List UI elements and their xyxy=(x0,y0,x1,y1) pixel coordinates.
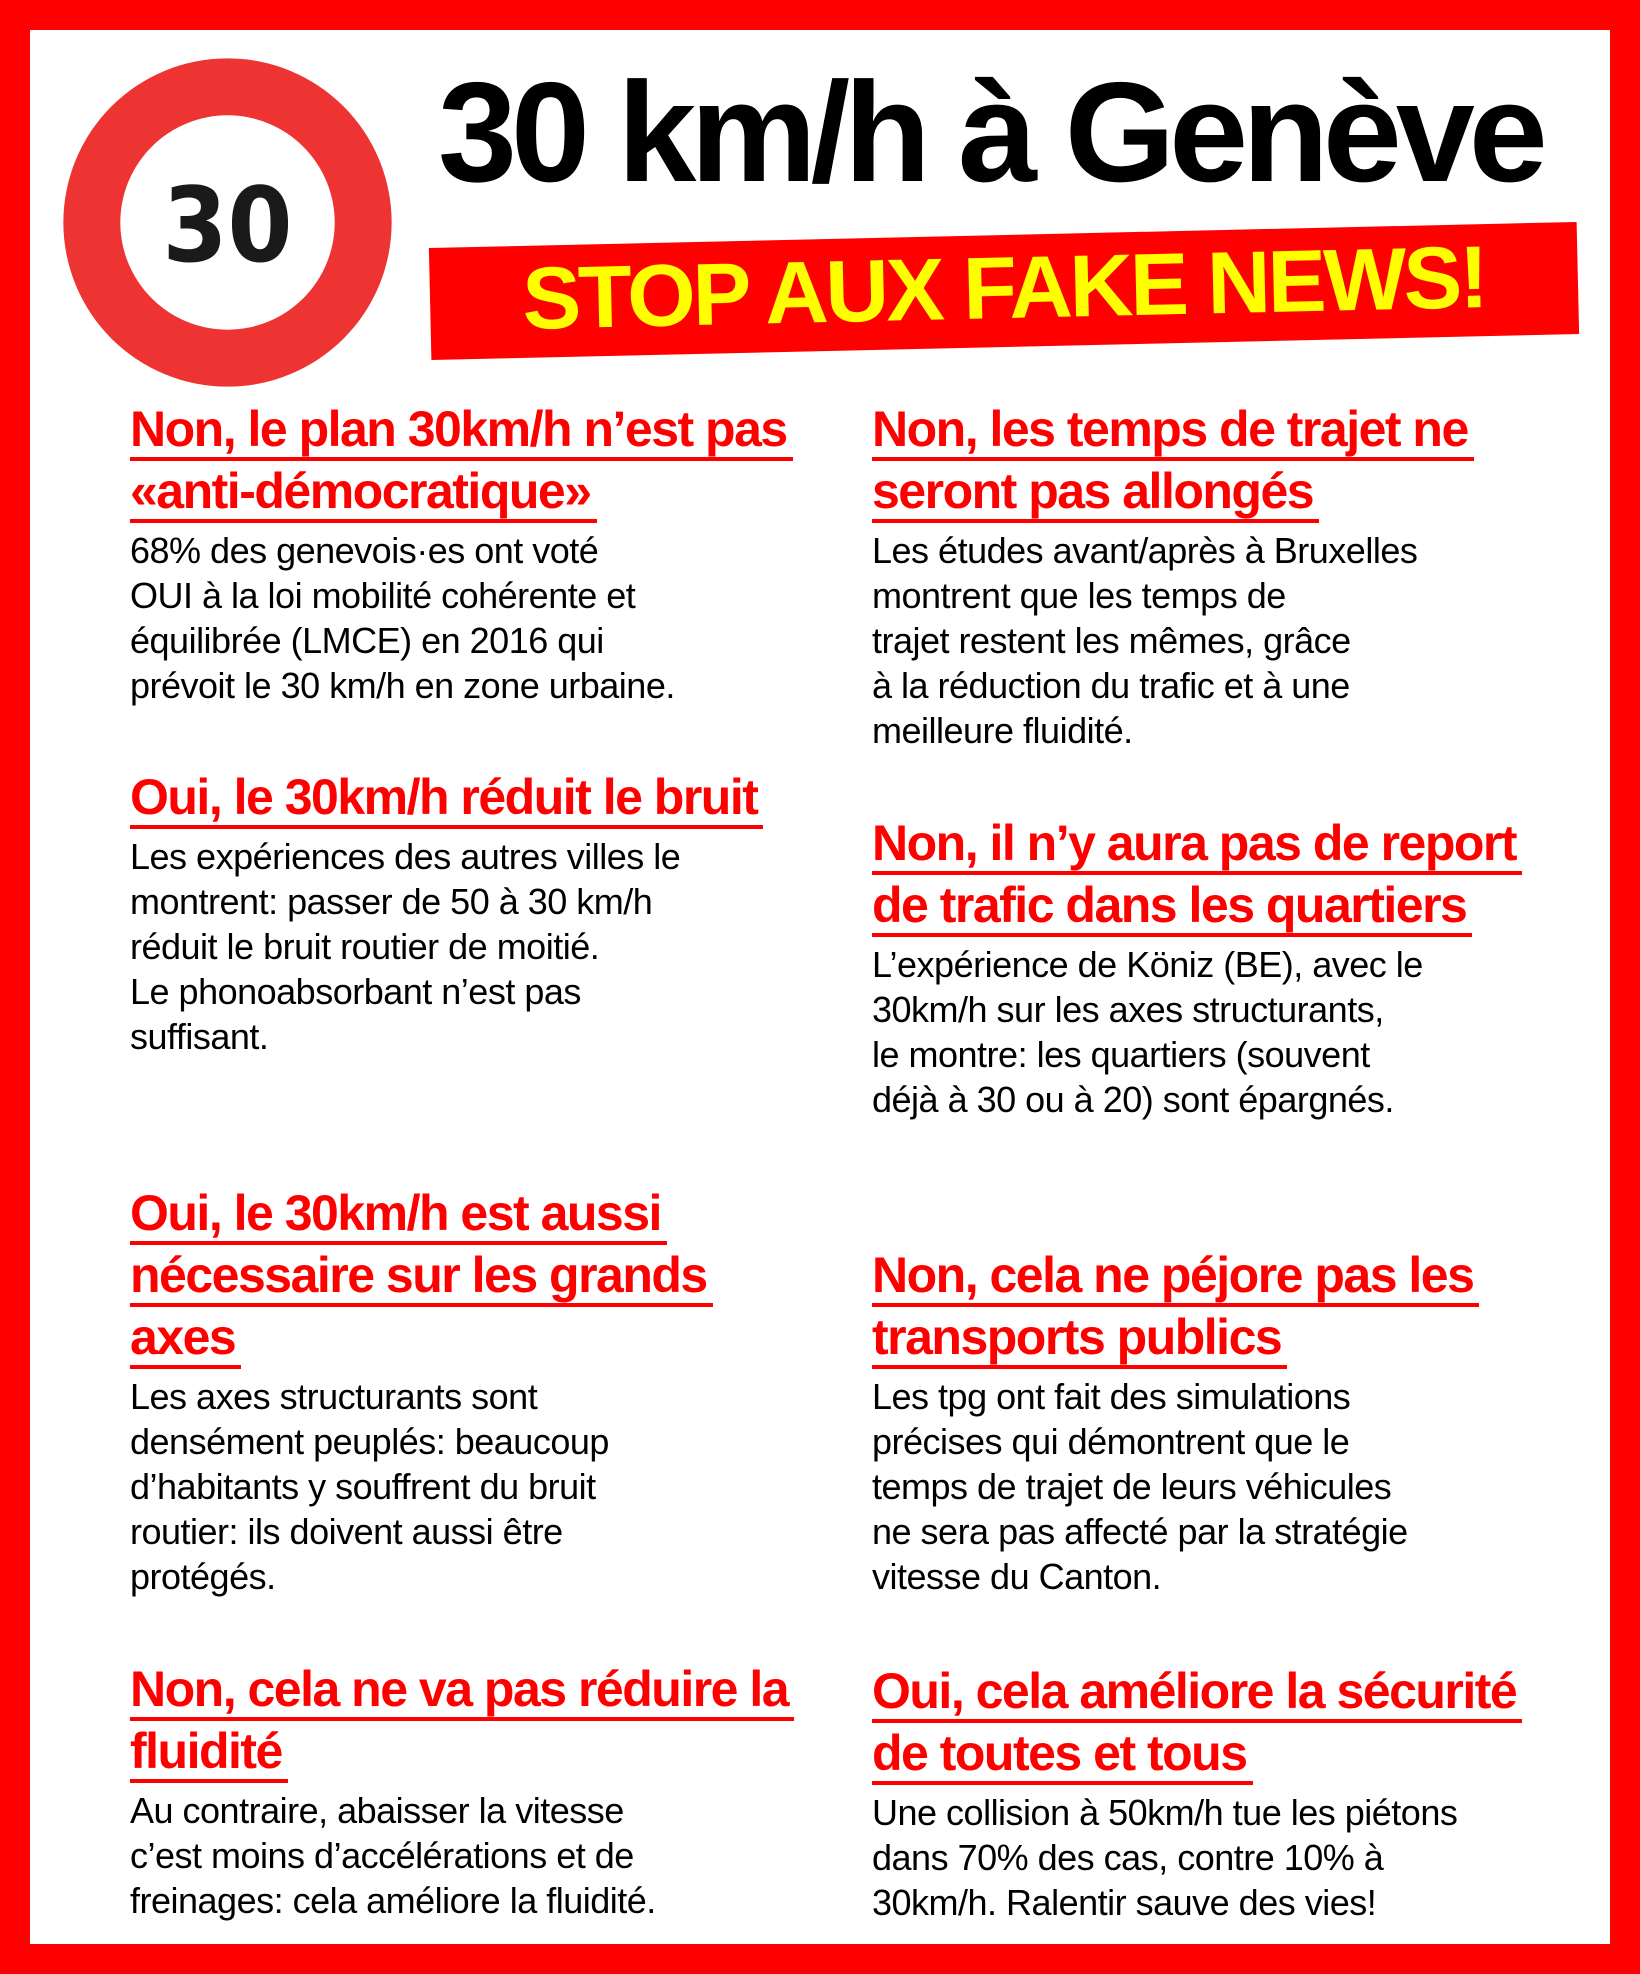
fact-heading xyxy=(130,1658,830,1782)
fact-section xyxy=(872,812,1572,1122)
fact-body: Au contraire, abaisser la vitesse c’est moins d’accélérations et de freinages: cela améliore la fluidité. xyxy=(130,1790,656,1921)
headline-banner xyxy=(429,222,1579,360)
fact-heading-text: Non, les temps de trajet ne seront pas allongés xyxy=(872,401,1474,523)
fact-body: Les études avant/après à Bruxelles montrent que les temps de trajet restent les mêmes, grâce à la réduction du trafic et à une meilleure fluidité. xyxy=(872,530,1418,751)
fact-section xyxy=(130,1182,830,1599)
fact-heading-text: Non, il n’y aura pas de report de trafic dans les quartiers xyxy=(872,815,1522,937)
banner-text: STOP AUX FAKE NEWS! xyxy=(521,227,1487,348)
fact-heading xyxy=(872,398,1572,522)
speed-limit-sign-icon xyxy=(60,55,395,390)
fact-heading-text: Non, cela ne va pas réduire la fluidité xyxy=(130,1661,794,1783)
fact-heading xyxy=(130,1182,830,1368)
fact-body: Une collision à 50km/h tue les piétons dans 70% des cas, contre 10% à 30km/h. Ralentir sauve des vies! xyxy=(872,1792,1458,1923)
fact-body: Les expériences des autres villes le montrent: passer de 50 à 30 km/h réduit le bruit routier de moitié. Le phonoabsorbant n’est pas suffisant. xyxy=(130,836,681,1057)
fact-section xyxy=(872,1660,1572,1925)
fact-section xyxy=(872,1244,1572,1599)
fact-heading xyxy=(872,1660,1572,1784)
fact-section xyxy=(130,398,830,708)
fact-body: Les axes structurants sont densément peuplés: beaucoup d’habitants y souffrent du bruit routier: ils doivent aussi être protégés. xyxy=(130,1376,609,1597)
fact-heading xyxy=(872,1244,1572,1368)
fact-section xyxy=(872,398,1572,753)
fact-body: L’expérience de Köniz (BE), avec le 30km/h sur les axes structurants, le montre: les quartiers (souvent déjà à 30 ou à 20) sont épargnés. xyxy=(872,944,1423,1120)
speed-limit-sign-graphic xyxy=(60,55,395,390)
fact-section xyxy=(130,766,830,1059)
fact-heading xyxy=(130,766,830,828)
fact-heading-text: Non, le plan 30km/h n’est pas «anti-démocratique» xyxy=(130,401,793,523)
fact-section xyxy=(130,1658,830,1923)
speed-limit-number: 30 xyxy=(162,165,293,286)
page-title: 30 km/h à Genève xyxy=(438,53,1542,212)
fact-body: Les tpg ont fait des simulations précises qui démontrent que le temps de trajet de leurs véhicules ne sera pas affecté par la stratégie vitesse du Canton. xyxy=(872,1376,1408,1597)
fact-heading-text: Oui, le 30km/h est aussi nécessaire sur les grands axes xyxy=(130,1185,713,1369)
fact-heading xyxy=(130,398,830,522)
fact-heading-text: Oui, cela améliore la sécurité de toutes et tous xyxy=(872,1663,1522,1785)
fact-heading-text: Non, cela ne péjore pas les transports publics xyxy=(872,1247,1479,1369)
fact-heading-text: Oui, le 30km/h réduit le bruit xyxy=(130,769,763,829)
fact-heading xyxy=(872,812,1572,936)
fact-body: 68% des genevois·es ont voté OUI à la loi mobilité cohérente et équilibrée (LMCE) en 2016 qui prévoit le 30 km/h en zone urbaine. xyxy=(130,530,675,706)
